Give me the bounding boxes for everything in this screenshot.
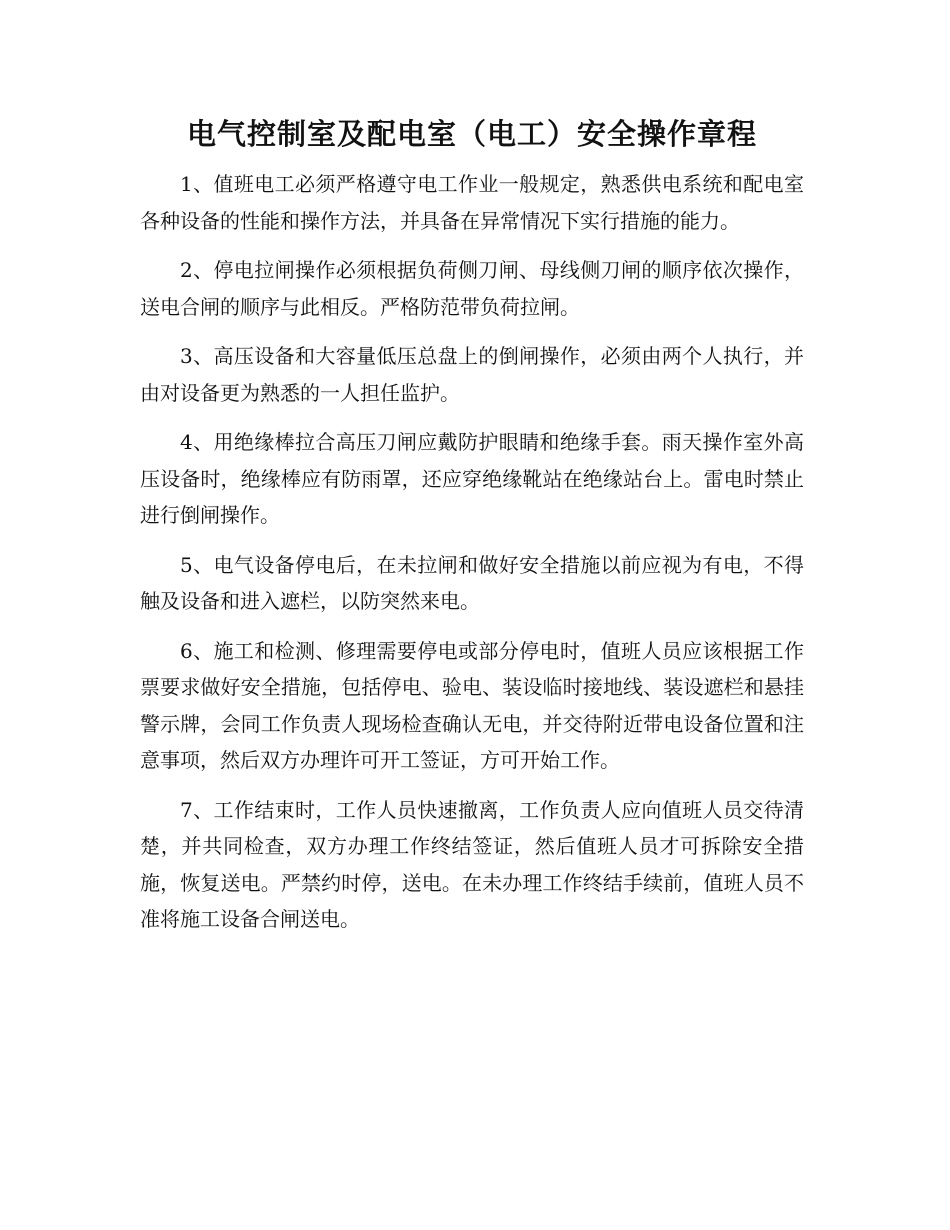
paragraph-5: 5、电气设备停电后，在未拉闸和做好安全措施以前应视为有电，不得触及设备和进入遮栏，以防突然来电。: [140, 552, 804, 613]
paragraph-2: 2、停电拉闸操作必须根据负荷侧刀闸、母线侧刀闸的顺序依次操作，送电合闸的顺序与此相反。严格防范带负荷拉闸。: [140, 258, 804, 319]
paragraph-7: 7、工作结束时，工作人员快速撤离，工作负责人应向值班人员交待清楚，并共同检查，双方办理工作终结签证，然后值班人员才可拆除安全措施，恢复送电。严禁约时停，送电。在未办理工作终结手续前，值班人员不准将施工设备合闸送电。: [140, 797, 804, 931]
paragraph-3: 3、高压设备和大容量低压总盘上的倒闸操作，必须由两个人执行，并由对设备更为熟悉的一人担任监护。: [140, 344, 804, 405]
paragraph-1: 1、值班电工必须严格遵守电工作业一般规定，熟悉供电系统和配电室各种设备的性能和操作方法，并具备在异常情况下实行措施的能力。: [140, 172, 804, 233]
paragraph-4: 4、用绝缘棒拉合高压刀闸应戴防护眼睛和绝缘手套。雨天操作室外高压设备时，绝缘棒应有防雨罩，还应穿绝缘靴站在绝缘站台上。雷电时禁止进行倒闸操作。: [140, 430, 804, 527]
document-title: 电气控制室及配电室（电工）安全操作章程: [186, 117, 757, 151]
paragraph-6: 6、施工和检测、修理需要停电或部分停电时，值班人员应该根据工作票要求做好安全措施，包括停电、验电、装设临时接地线、装设遮栏和悬挂警示牌，会同工作负责人现场检查确认无电，并交待附近带电设备位置和注意事项，然后双方办理许可开工签证，方可开始工作。: [140, 638, 804, 772]
document-body: [140, 112, 804, 951]
